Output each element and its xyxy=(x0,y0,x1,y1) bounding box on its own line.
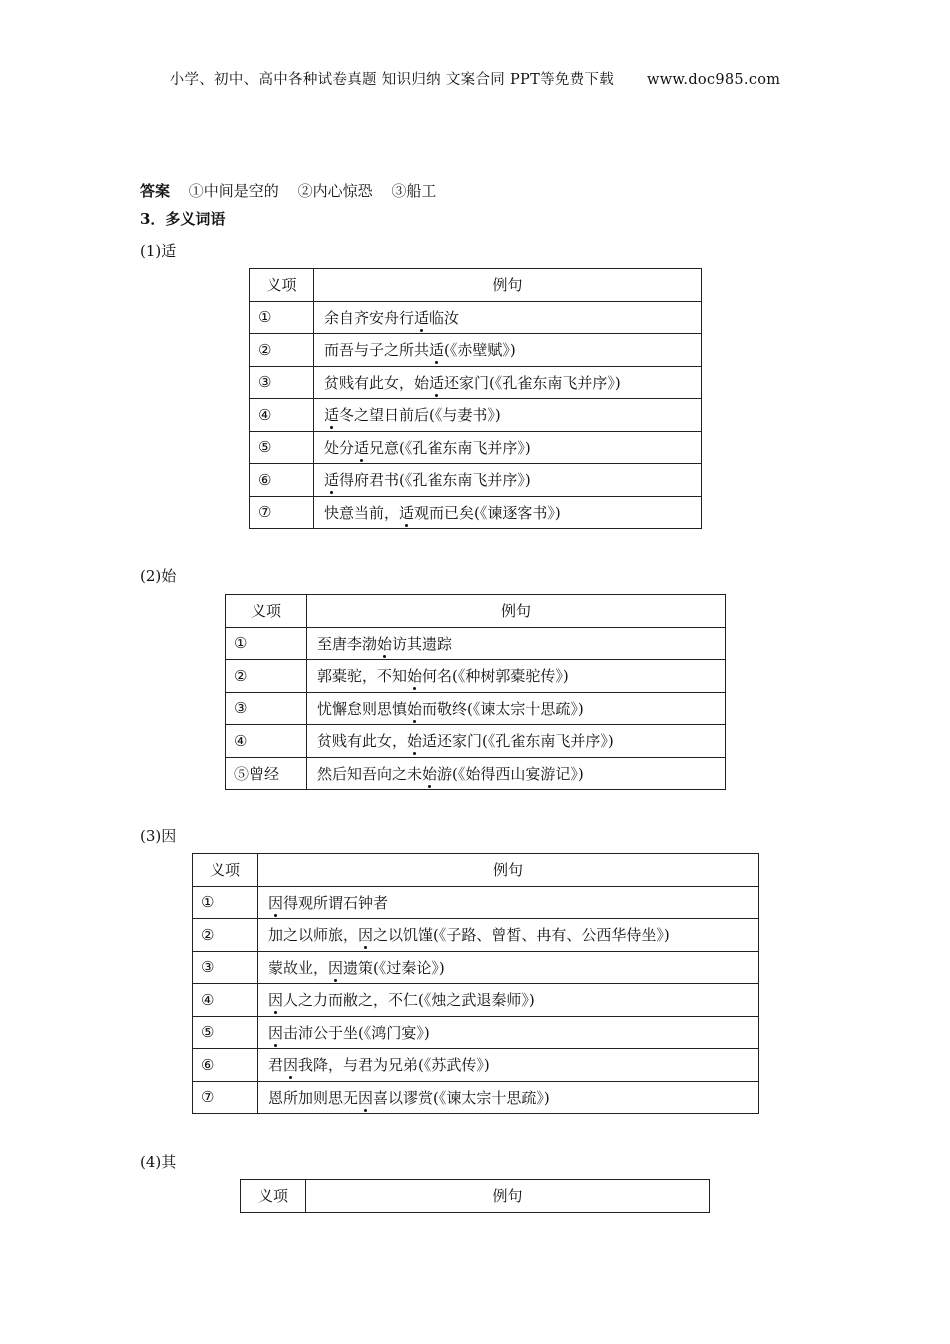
example-pre: 蒙故业， xyxy=(268,958,329,977)
emphasized-keyword: 始 xyxy=(407,732,423,751)
example-post: 喜以谬赏(《谏太宗十思疏》) xyxy=(373,1088,550,1107)
sense-cell: ① xyxy=(250,301,314,334)
example-post: (《赤壁赋》) xyxy=(444,341,516,360)
example-cell xyxy=(314,301,702,334)
section-title: 3．多义词语 xyxy=(140,210,226,228)
example-cell xyxy=(307,627,726,660)
table-row xyxy=(250,366,702,399)
sense-cell: ④ xyxy=(226,725,307,758)
sense-cell: ⑤ xyxy=(250,431,314,464)
sense-cell: ⑦ xyxy=(250,496,314,529)
example-cell xyxy=(307,692,726,725)
group-title-4: (4)其 xyxy=(140,1153,177,1171)
example-cell xyxy=(314,464,702,497)
emphasized-keyword: 适 xyxy=(324,406,340,425)
table-row xyxy=(193,919,759,952)
emphasized-keyword: 始 xyxy=(407,699,423,718)
example-post: 兄意(《孔雀东南飞并序》) xyxy=(369,438,531,457)
emphasized-keyword: 始 xyxy=(377,634,393,653)
example-post: 得观所谓石钟者 xyxy=(283,893,389,912)
example-post: 击沛公于坐(《鸿门宴》) xyxy=(283,1023,430,1042)
col-header-sense: 义项 xyxy=(193,854,258,887)
example-post: 得府君书(《孔雀东南飞并序》) xyxy=(339,471,531,490)
table-header-row xyxy=(241,1180,710,1213)
example-post: 我降，与君为兄弟(《苏武传》) xyxy=(298,1056,490,1075)
table-row xyxy=(250,496,702,529)
emphasized-keyword: 因 xyxy=(358,1088,374,1107)
example-post: 访其遗踪 xyxy=(392,634,453,653)
example-pre: 君 xyxy=(268,1056,284,1075)
group-title-1: (1)适 xyxy=(140,242,177,260)
table-row xyxy=(193,1081,759,1114)
example-cell xyxy=(314,399,702,432)
example-pre: 贫贱有此女，始 xyxy=(324,373,430,392)
header-url: www.doc985.com xyxy=(647,72,781,88)
example-pre: 加之以师旅， xyxy=(268,926,359,945)
example-pre: 处分 xyxy=(324,438,355,457)
example-post: 游(《始得西山宴游记》) xyxy=(437,764,584,783)
example-pre: 余自齐安舟行 xyxy=(324,308,415,327)
table-header-row xyxy=(226,595,726,628)
emphasized-keyword: 适 xyxy=(399,503,415,522)
table-row xyxy=(226,660,726,693)
table-row xyxy=(193,951,759,984)
sense-cell: ⑥ xyxy=(250,464,314,497)
example-cell xyxy=(258,1081,759,1114)
answer-item-3: ③船工 xyxy=(391,182,437,200)
answer-line xyxy=(140,180,450,201)
example-post: 还家门(《孔雀东南飞并序》) xyxy=(444,373,621,392)
header-text: 小学、初中、高中各种试卷真题 知识归纳 文案合同 PPT等免费下载 xyxy=(169,72,615,88)
emphasized-keyword: 适 xyxy=(429,341,445,360)
example-cell xyxy=(258,984,759,1017)
sense-cell: ④ xyxy=(193,984,258,1017)
sense-cell: ① xyxy=(193,886,258,919)
example-post: 何名(《种树郭橐驼传》) xyxy=(422,667,569,686)
example-cell xyxy=(314,496,702,529)
emphasized-keyword: 因 xyxy=(358,926,374,945)
sense-cell: ④ xyxy=(250,399,314,432)
sense-cell: ⑦ xyxy=(193,1081,258,1114)
table-row xyxy=(193,1016,759,1049)
emphasized-keyword: 因 xyxy=(283,1056,299,1075)
example-cell xyxy=(314,366,702,399)
example-cell xyxy=(307,660,726,693)
sense-cell: ② xyxy=(250,334,314,367)
emphasized-keyword: 始 xyxy=(422,764,438,783)
emphasized-keyword: 适 xyxy=(354,438,370,457)
example-post: 观而已矣(《谏逐客书》) xyxy=(414,503,561,522)
col-header-sense: 义项 xyxy=(226,595,307,628)
group-table-3 xyxy=(192,853,759,1114)
example-pre: 快意当前， xyxy=(324,503,400,522)
sense-cell: ⑤曾经 xyxy=(226,757,307,790)
col-header-sense: 义项 xyxy=(250,269,314,302)
table-row xyxy=(193,1049,759,1082)
col-header-example: 例句 xyxy=(258,854,759,887)
example-cell xyxy=(307,757,726,790)
table-header-row xyxy=(250,269,702,302)
sense-cell: ② xyxy=(193,919,258,952)
example-cell xyxy=(314,431,702,464)
page-header xyxy=(0,68,950,89)
col-header-example: 例句 xyxy=(307,595,726,628)
table-row xyxy=(226,725,726,758)
example-pre: 忧懈怠则思慎 xyxy=(317,699,408,718)
table-row xyxy=(250,334,702,367)
example-pre: 而吾与子之所共 xyxy=(324,341,430,360)
table-row xyxy=(226,692,726,725)
emphasized-keyword: 始 xyxy=(407,667,423,686)
emphasized-keyword: 因 xyxy=(268,1023,284,1042)
example-post: 适还家门(《孔雀东南飞并序》) xyxy=(422,732,614,751)
group-table-4 xyxy=(240,1179,710,1213)
table-row xyxy=(250,399,702,432)
sense-cell: ② xyxy=(226,660,307,693)
table-header-row xyxy=(193,854,759,887)
table-row xyxy=(250,431,702,464)
answer-item-2: ②内心惊恐 xyxy=(297,182,373,200)
example-cell xyxy=(258,919,759,952)
table-row xyxy=(226,757,726,790)
example-cell xyxy=(258,1016,759,1049)
sense-cell: ⑤ xyxy=(193,1016,258,1049)
col-header-example: 例句 xyxy=(306,1180,710,1213)
table-row xyxy=(226,627,726,660)
emphasized-keyword: 适 xyxy=(429,373,445,392)
table-row xyxy=(193,984,759,1017)
emphasized-keyword: 适 xyxy=(414,308,430,327)
example-post: 冬之望日前后(《与妻书》) xyxy=(339,406,501,425)
answer-item-1: ①中间是空的 xyxy=(188,182,279,200)
sense-cell: ③ xyxy=(250,366,314,399)
emphasized-keyword: 因 xyxy=(268,893,284,912)
group-title-2: (2)始 xyxy=(140,567,177,585)
example-post: 遗策(《过秦论》) xyxy=(343,958,445,977)
answer-label: 答案 xyxy=(140,182,171,200)
example-cell xyxy=(258,951,759,984)
example-pre: 贫贱有此女， xyxy=(317,732,408,751)
example-cell xyxy=(258,886,759,919)
example-post: 临汝 xyxy=(429,308,460,327)
sense-cell: ① xyxy=(226,627,307,660)
example-pre: 至唐李渤 xyxy=(317,634,378,653)
emphasized-keyword: 因 xyxy=(268,991,284,1010)
sense-cell: ③ xyxy=(193,951,258,984)
emphasized-keyword: 适 xyxy=(324,471,340,490)
example-cell xyxy=(307,725,726,758)
example-pre: 然后知吾向之未 xyxy=(317,764,423,783)
col-header-sense: 义项 xyxy=(241,1180,306,1213)
group-table-1 xyxy=(249,268,702,529)
group-table-2 xyxy=(225,594,726,790)
example-cell xyxy=(314,334,702,367)
emphasized-keyword: 因 xyxy=(328,958,344,977)
table-row xyxy=(250,464,702,497)
example-pre: 郭橐驼，不知 xyxy=(317,667,408,686)
example-post: 之以饥馑(《子路、曾皙、冉有、公西华侍坐》) xyxy=(373,926,670,945)
example-cell xyxy=(258,1049,759,1082)
col-header-example: 例句 xyxy=(314,269,702,302)
table-row xyxy=(250,301,702,334)
example-post: 而敬终(《谏太宗十思疏》) xyxy=(422,699,584,718)
sense-cell: ③ xyxy=(226,692,307,725)
sense-cell: ⑥ xyxy=(193,1049,258,1082)
example-pre: 恩所加则思无 xyxy=(268,1088,359,1107)
example-post: 人之力而敝之，不仁(《烛之武退秦师》) xyxy=(283,991,535,1010)
group-title-3: (3)因 xyxy=(140,827,177,845)
table-row xyxy=(193,886,759,919)
